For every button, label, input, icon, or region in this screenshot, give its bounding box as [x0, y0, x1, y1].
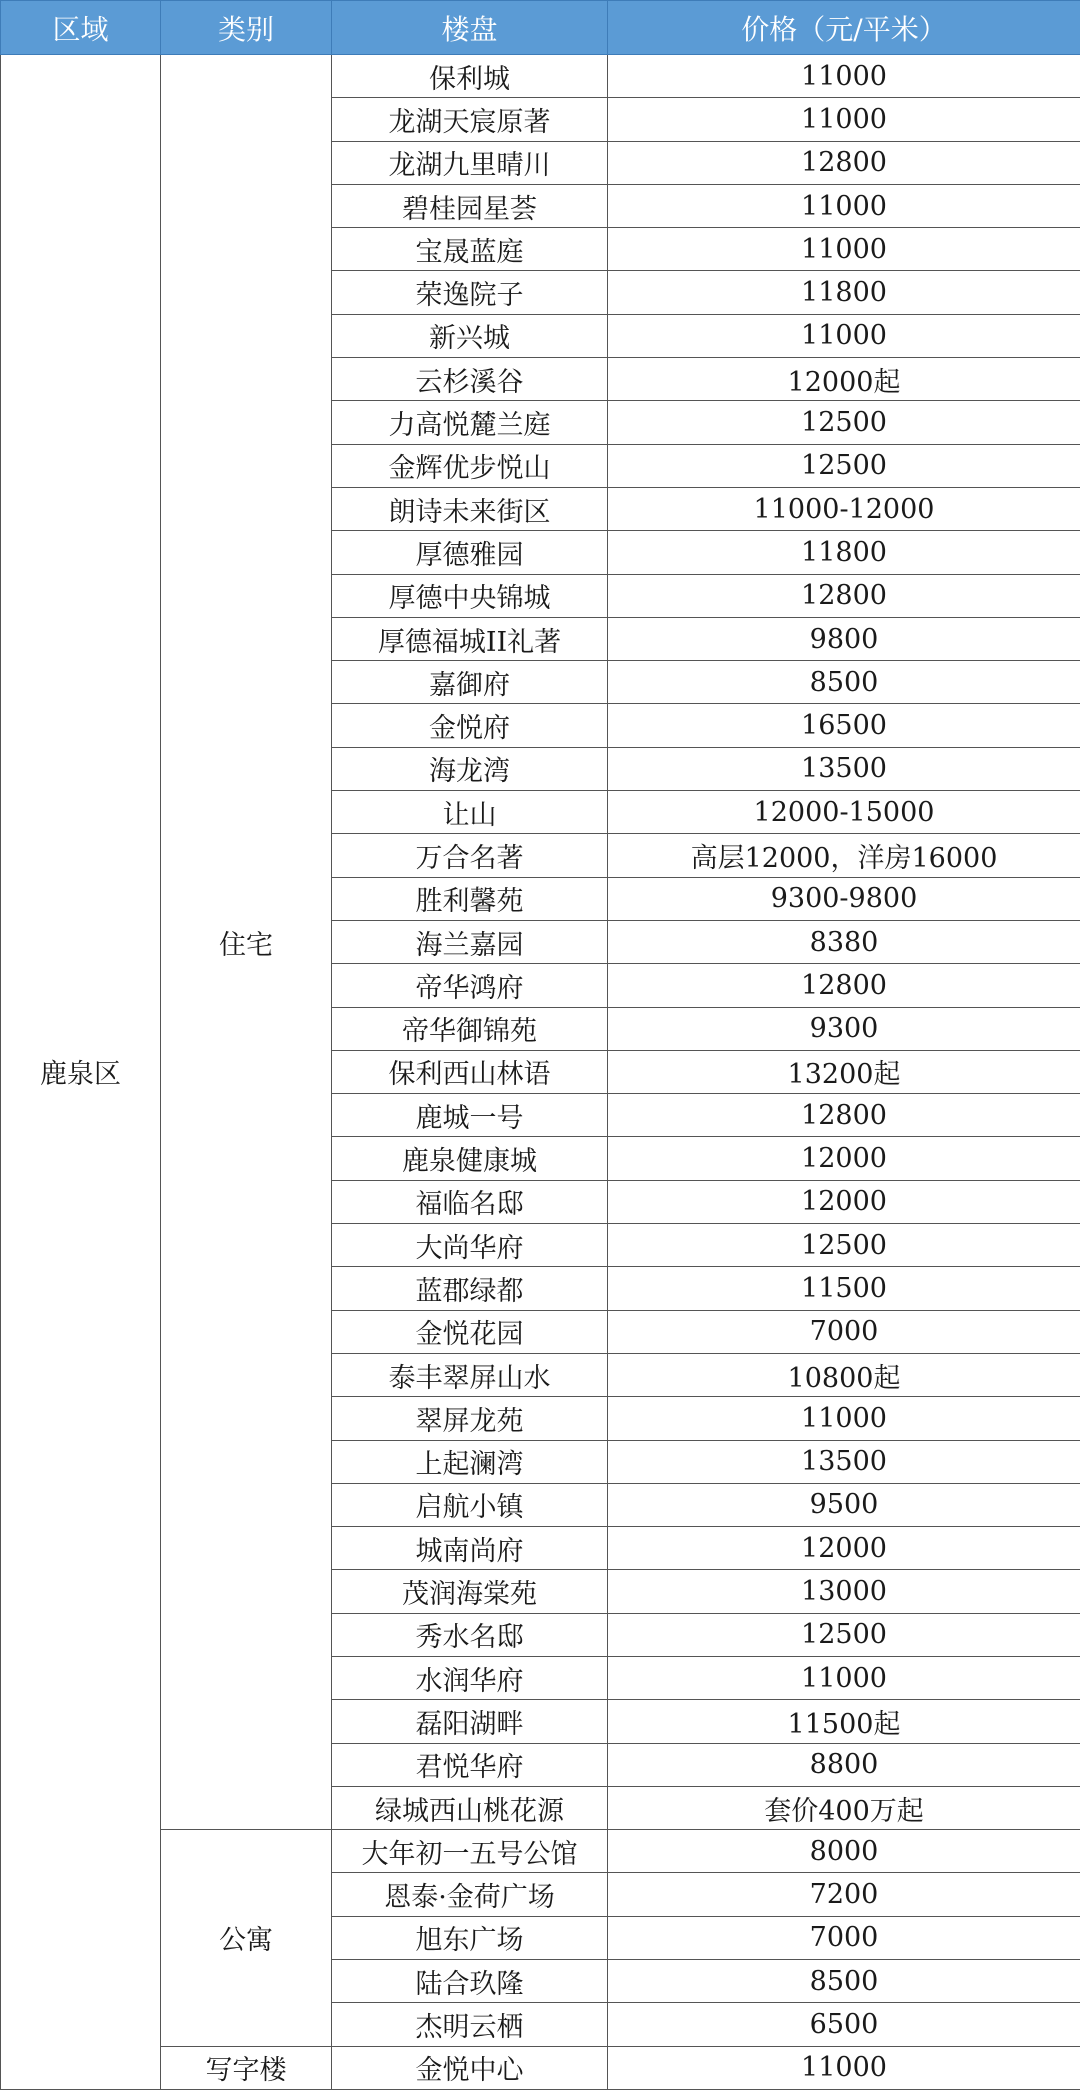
- price-cell: 12800: [608, 141, 1080, 184]
- property-name-cell: 万合名著: [332, 834, 608, 877]
- property-name-cell: 金悦中心: [332, 2046, 608, 2089]
- price-cell: 11000: [608, 314, 1080, 357]
- property-name-cell: 云杉溪谷: [332, 358, 608, 401]
- price-cell: 12000-15000: [608, 791, 1080, 834]
- property-name-cell: 帝华御锦苑: [332, 1007, 608, 1050]
- price-cell: 8500: [608, 661, 1080, 704]
- property-name-cell: 杰明云栖: [332, 2003, 608, 2046]
- property-name-cell: 金辉优步悦山: [332, 444, 608, 487]
- price-cell: 11800: [608, 531, 1080, 574]
- price-cell: 8380: [608, 920, 1080, 963]
- property-name-cell: 旭东广场: [332, 1916, 608, 1959]
- property-name-cell: 胜利馨苑: [332, 877, 608, 920]
- property-name-cell: 让山: [332, 791, 608, 834]
- property-name-cell: 鹿城一号: [332, 1094, 608, 1137]
- property-name-cell: 海龙湾: [332, 747, 608, 790]
- property-name-cell: 金悦花园: [332, 1310, 608, 1353]
- property-name-cell: 金悦府: [332, 704, 608, 747]
- price-cell: 6500: [608, 2003, 1080, 2046]
- property-name-cell: 蓝郡绿都: [332, 1267, 608, 1310]
- price-cell: 7000: [608, 1916, 1080, 1959]
- property-name-cell: 大尚华府: [332, 1224, 608, 1267]
- property-name-cell: 帝华鸿府: [332, 964, 608, 1007]
- header-property: 楼盘: [332, 1, 608, 55]
- property-name-cell: 厚德福城II礼著: [332, 617, 608, 660]
- price-cell: 11000: [608, 2046, 1080, 2089]
- property-name-cell: 福临名邸: [332, 1180, 608, 1223]
- price-cell: 8000: [608, 1830, 1080, 1873]
- price-cell: 12800: [608, 1094, 1080, 1137]
- price-cell: 12500: [608, 1613, 1080, 1656]
- price-cell: 12000: [608, 1527, 1080, 1570]
- price-cell: 12000: [608, 1137, 1080, 1180]
- price-cell: 高层12000，洋房16000: [608, 834, 1080, 877]
- property-name-cell: 龙湖天宸原著: [332, 98, 608, 141]
- price-cell: 10800起: [608, 1353, 1080, 1396]
- property-name-cell: 翠屏龙苑: [332, 1397, 608, 1440]
- price-cell: 13500: [608, 1440, 1080, 1483]
- property-name-cell: 厚德中央锦城: [332, 574, 608, 617]
- property-name-cell: 启航小镇: [332, 1483, 608, 1526]
- price-cell: 11000: [608, 98, 1080, 141]
- property-name-cell: 力高悦麓兰庭: [332, 401, 608, 444]
- price-cell: 9500: [608, 1483, 1080, 1526]
- price-cell: 12000: [608, 1180, 1080, 1223]
- table-row: [1, 55, 1080, 98]
- price-cell: 13500: [608, 747, 1080, 790]
- category-cell: 写字楼: [161, 2046, 332, 2089]
- property-name-cell: 大年初一五号公馆: [332, 1830, 608, 1873]
- property-name-cell: 磊阳湖畔: [332, 1700, 608, 1743]
- price-cell: 11000: [608, 55, 1080, 98]
- price-cell: 13200起: [608, 1050, 1080, 1093]
- property-name-cell: 朗诗未来街区: [332, 487, 608, 530]
- price-cell: 9300: [608, 1007, 1080, 1050]
- price-cell: 7000: [608, 1310, 1080, 1353]
- district-cell: 鹿泉区: [1, 55, 161, 2090]
- price-cell: 9300-9800: [608, 877, 1080, 920]
- price-cell: 11000: [608, 184, 1080, 227]
- property-name-cell: 龙湖九里晴川: [332, 141, 608, 184]
- price-cell: 11800: [608, 271, 1080, 314]
- category-cell: 住宅: [161, 55, 332, 1830]
- property-name-cell: 水润华府: [332, 1656, 608, 1699]
- price-cell: 12000起: [608, 358, 1080, 401]
- property-name-cell: 嘉御府: [332, 661, 608, 704]
- price-cell: 11000: [608, 1397, 1080, 1440]
- property-name-cell: 鹿泉健康城: [332, 1137, 608, 1180]
- header-price: 价格（元/平米）: [608, 1, 1080, 55]
- price-cell: 8800: [608, 1743, 1080, 1786]
- property-name-cell: 君悦华府: [332, 1743, 608, 1786]
- property-name-cell: 陆合玖隆: [332, 1960, 608, 2003]
- header-district: 区域: [1, 1, 161, 55]
- price-cell: 12800: [608, 574, 1080, 617]
- header-category: 类别: [161, 1, 332, 55]
- property-name-cell: 保利城: [332, 55, 608, 98]
- price-cell: 11000-12000: [608, 487, 1080, 530]
- property-name-cell: 荣逸院子: [332, 271, 608, 314]
- property-name-cell: 上起澜湾: [332, 1440, 608, 1483]
- price-cell: 11000: [608, 1656, 1080, 1699]
- property-name-cell: 城南尚府: [332, 1527, 608, 1570]
- property-name-cell: 厚德雅园: [332, 531, 608, 574]
- property-name-cell: 新兴城: [332, 314, 608, 357]
- price-cell: 11500: [608, 1267, 1080, 1310]
- price-cell: 13000: [608, 1570, 1080, 1613]
- table-row: [1, 1830, 1080, 1873]
- price-cell: 8500: [608, 1960, 1080, 2003]
- property-name-cell: 绿城西山桃花源: [332, 1786, 608, 1829]
- property-name-cell: 秀水名邸: [332, 1613, 608, 1656]
- property-name-cell: 海兰嘉园: [332, 920, 608, 963]
- price-cell: 12500: [608, 1224, 1080, 1267]
- property-name-cell: 宝晟蓝庭: [332, 228, 608, 271]
- table-body: [1, 55, 1080, 2090]
- property-name-cell: 泰丰翠屏山水: [332, 1353, 608, 1396]
- price-cell: 12800: [608, 964, 1080, 1007]
- price-cell: 11500起: [608, 1700, 1080, 1743]
- header-row: [1, 1, 1080, 55]
- property-name-cell: 恩泰·金荷广场: [332, 1873, 608, 1916]
- price-cell: 7200: [608, 1873, 1080, 1916]
- price-cell: 12500: [608, 401, 1080, 444]
- price-cell: 9800: [608, 617, 1080, 660]
- price-cell: 12500: [608, 444, 1080, 487]
- category-cell: 公寓: [161, 1830, 332, 2046]
- property-name-cell: 茂润海棠苑: [332, 1570, 608, 1613]
- property-name-cell: 碧桂园星荟: [332, 184, 608, 227]
- property-name-cell: 保利西山林语: [332, 1050, 608, 1093]
- price-cell: 11000: [608, 228, 1080, 271]
- price-cell: 套价400万起: [608, 1786, 1080, 1829]
- price-cell: 16500: [608, 704, 1080, 747]
